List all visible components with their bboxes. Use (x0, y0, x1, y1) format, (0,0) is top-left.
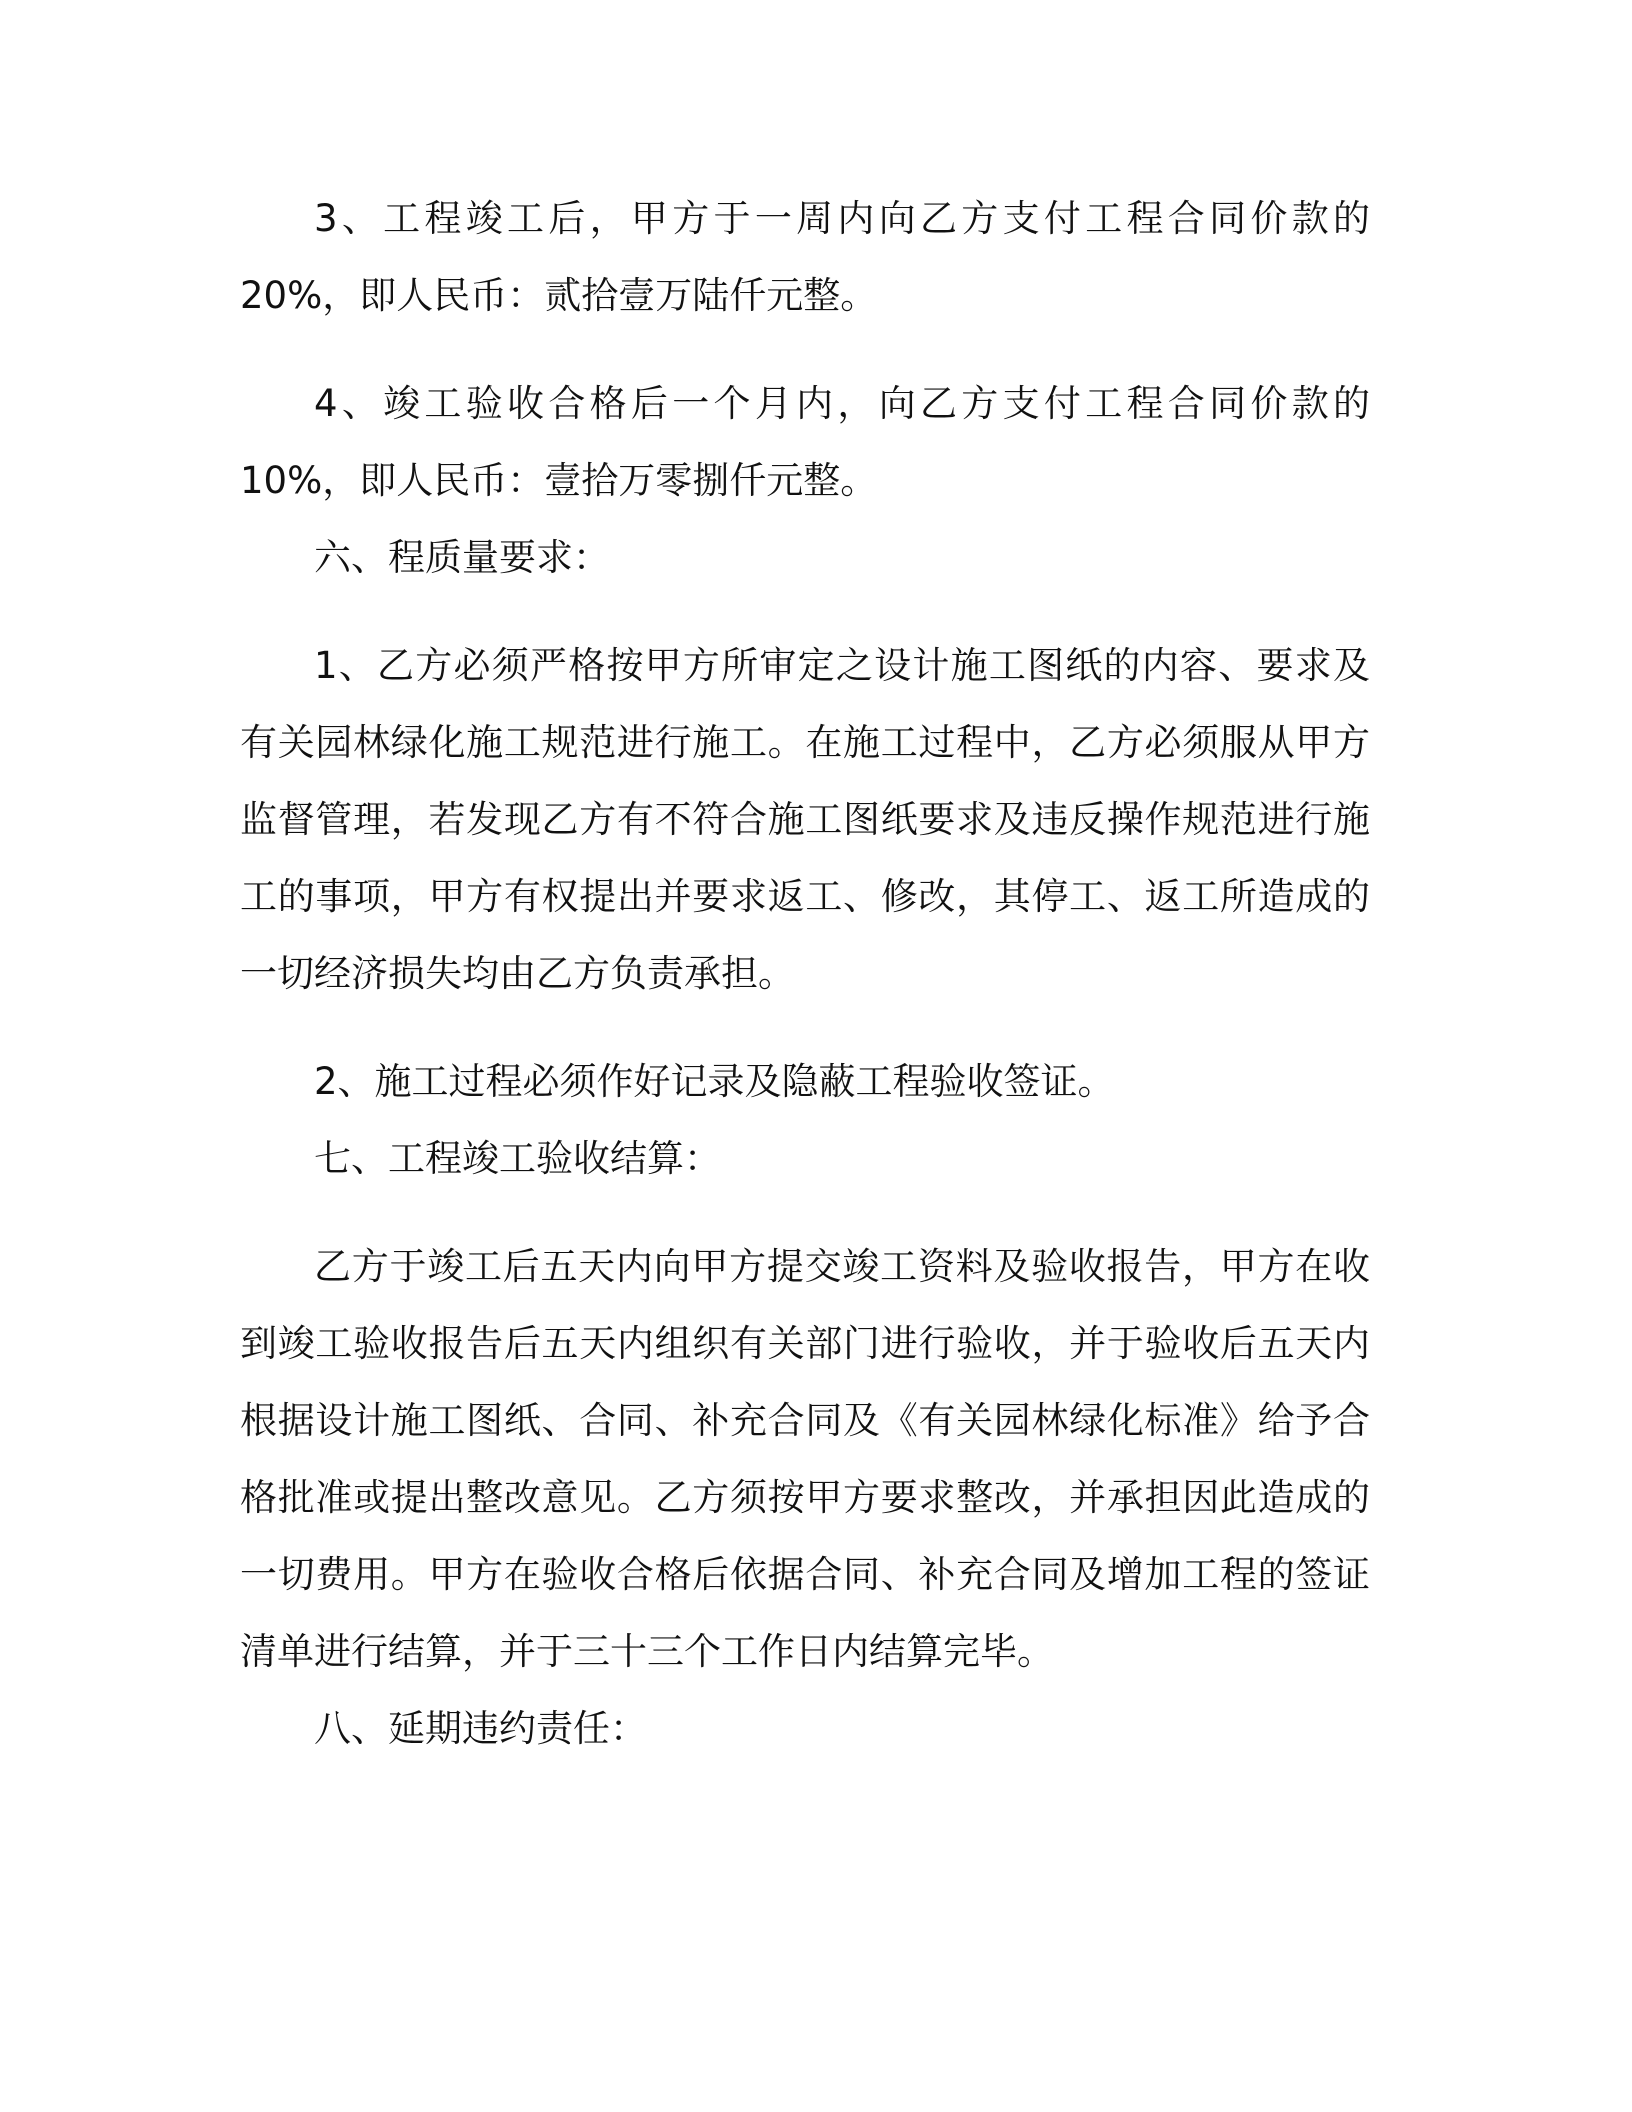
paragraph-quality-2: 2、施工过程必须作好记录及隐蔽工程验收签证。 (314, 1060, 1115, 1103)
paragraph-payment-4: 4、竣工验收合格后一个月内，向乙方支付工程合同价款的 10%，即人民币：壹拾万零捌仟元整。 (240, 382, 1370, 502)
section-heading-quality: 六、程质量要求： (314, 536, 610, 579)
section-heading-acceptance: 七、工程竣工验收结算： (314, 1137, 721, 1180)
paragraph-payment-3: 3、工程竣工后，甲方于一周内向乙方支付工程合同价款的 20%，即人民币：贰拾壹万陆仟元整。 (240, 197, 1370, 317)
paragraph-acceptance: 乙方于竣工后五天内向甲方提交竣工资料及验收报告，甲方在收到竣工验收报告后五天内组织有关部门进行验收，并于验收后五天内根据设计施工图纸、合同、补充合同及《有关园林绿化标准》给予合格批准或提出整改意见。乙方须按甲方要求整改，并承担因此造成的一切费用。甲方在验收合格后依据合同、补充合同及增加工程的签证清单进行结算，并于三十三个工作日内结算完毕。 (240, 1245, 1370, 1673)
section-heading-delay: 八、延期违约责任： (314, 1707, 647, 1750)
paragraph-quality-1: 1、乙方必须严格按甲方所审定之设计施工图纸的内容、要求及有关园林绿化施工规范进行施工。在施工过程中，乙方必须服从甲方监督管理，若发现乙方有不符合施工图纸要求及违反操作规范进行施工的事项，甲方有权提出并要求返工、修改，其停工、返工所造成的一切经济损失均由乙方负责承担。 (240, 644, 1370, 995)
document-page (240, 180, 1370, 1767)
